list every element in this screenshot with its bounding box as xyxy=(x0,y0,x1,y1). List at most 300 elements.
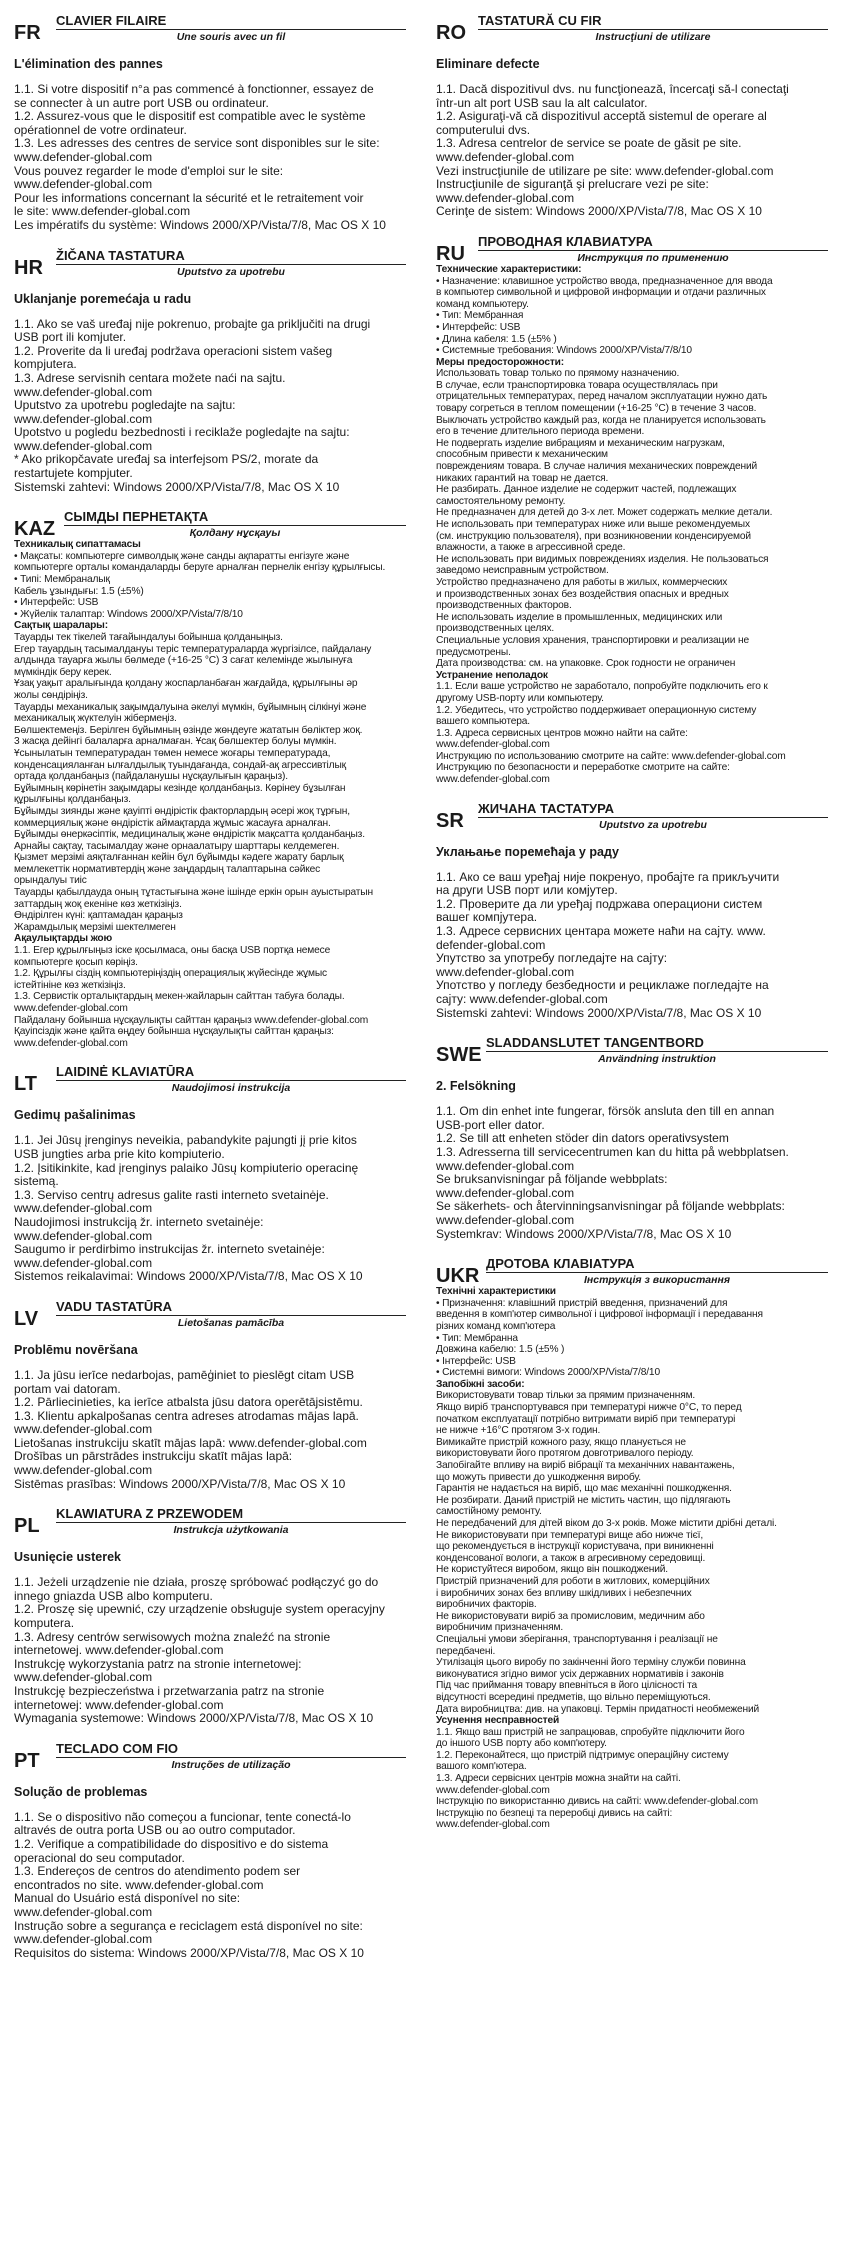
text-line: 1.3. Адреса сервисных центров можно найти на сайте: xyxy=(436,727,688,739)
text-line: Технічні характеристики xyxy=(436,1286,556,1298)
section-header xyxy=(436,1257,828,1286)
text-line: www.defender-global.com xyxy=(14,411,153,426)
text-line: 1.1. Если ваше устройство не заработало, попробуйте подключить его к xyxy=(436,681,768,693)
text-line: www.defender-global.com xyxy=(14,1932,153,1947)
text-line: • Назначение: клавишное устройство ввода, предназначенное для ввода xyxy=(436,275,773,287)
text-line: • Жүйелік талаптар: Windows 2000/XP/Vista/7/8/10 xyxy=(14,608,243,620)
text-line: Бұйымды өнеркәсіптік, медициналық және өндірістік мақсатта қолданбаңыз. xyxy=(14,829,365,841)
text-line: Instrukcję wykorzystania patrz na stronie internetowej: xyxy=(14,1656,302,1671)
text-line: компьютерге орталы командаларды беруге арналған пернелік енгізу құрылғысы. xyxy=(14,562,386,574)
text-line: Дата производства: см. на упаковке. Срок годности не ограничен xyxy=(436,658,736,670)
text-line: на други USB порт или комјутер. xyxy=(436,883,618,898)
text-line: 1.2. Asiguraţi-vă că dispozitivul acceptă sistemul de operare al xyxy=(436,109,767,124)
section-subtitle: Instrucţiuni de utilizare xyxy=(595,31,711,43)
text-line: www.defender-global.com xyxy=(14,177,153,192)
section-body xyxy=(14,539,406,1049)
text-line: и производственных зонах без воздействия опасных и вредных xyxy=(436,588,729,600)
section-hr xyxy=(14,249,406,495)
section-subtitle: Naudojimosi instrukcija xyxy=(171,1082,291,1095)
text-line: що рекомендується в інструкції користувача, при виникненні xyxy=(436,1541,714,1553)
section-subtitle: Uputstvo za upotrebu xyxy=(599,818,707,831)
text-line: www.defender-global.com xyxy=(436,1819,550,1831)
section-header xyxy=(14,1065,406,1094)
text-line: Не користуйтеся виробом, якщо він пошкоджений. xyxy=(436,1564,668,1576)
text-line: Ұсынылатын температурадан төмен немесе жоғары температурада, xyxy=(14,747,331,759)
text-line: USB jungties arba prie kito kompiuterio. xyxy=(14,1146,225,1161)
left-column xyxy=(14,14,406,1976)
text-line: 1.1. Ако се ваш уређај није покренуо, пробајте га прикључити xyxy=(436,869,780,884)
section-title: ЖИЧАНА ТАСТАТУРА xyxy=(478,802,828,818)
text-line: 1.2. Проверите да ли уређај подржава оперaциони систем xyxy=(436,896,763,911)
language-code: HR xyxy=(14,256,43,279)
text-line: 1.2. Se till att enheten stöder din dators operativsystem xyxy=(436,1131,729,1146)
text-line: Запобіжні засоби: xyxy=(436,1378,525,1390)
text-line: передбачені. xyxy=(436,1645,496,1657)
text-line: повреждениям товара. В случае наличия механических повреждений xyxy=(436,461,758,473)
section-title: СЫМДЫ ПЕРНЕТАҚТА xyxy=(64,510,406,526)
section-subtitle: Une souris avec un fil xyxy=(176,31,286,43)
text-line: вашего компьютера. xyxy=(436,716,530,728)
section-sr xyxy=(436,802,828,1021)
text-line: www.defender-global.com xyxy=(14,1670,153,1685)
text-line: самостоятельному ремонту. xyxy=(436,495,566,507)
text-line: altravés de outra porta USB ou ao outro computador. xyxy=(14,1823,296,1838)
section-kaz xyxy=(14,510,406,1049)
text-line: Спеціальні умови зберігання, транспортування і реалізації не xyxy=(436,1633,718,1645)
text-line: 1.1. Om din enhet inte fungerar, försök ansluta den till en annan xyxy=(436,1104,775,1119)
text-line: використовувати його протягом довготривалого періоду. xyxy=(436,1448,694,1460)
section-heading: L'élimination des pannes xyxy=(14,57,163,71)
text-line: Инструкцию по использованию смотрите на сайте: www.defender-global.com xyxy=(436,750,786,762)
text-line: заттардың жоқ екеніне көз жеткізіңіз. xyxy=(14,898,182,910)
text-line: 1.2. Įsitikinkite, kad įrenginys palaiko Jūsų kompiuterio operacinę xyxy=(14,1160,359,1175)
text-line: его в течение длительного периода времени. xyxy=(436,426,645,438)
text-line: виробничим призначенням. xyxy=(436,1622,564,1634)
section-body xyxy=(436,871,828,1021)
text-line: Специальные условия хранения, транспортировки и реализации не xyxy=(436,634,749,646)
text-line: Naudojimosi instrukciją žr. interneto svetainėje: xyxy=(14,1214,264,1229)
text-line: виконуватися згідно вимог усіх державних нормативів і законів xyxy=(436,1668,724,1680)
text-line: Тауарды қабылдауда оның тұтастығына және ішінде еркін орын ауыстыратын xyxy=(14,887,373,899)
text-line: 1.3. Les adresses des centres de service sont disponibles sur le site: xyxy=(14,136,380,151)
text-line: • Длина кабеля: 1.5 (±5% ) xyxy=(436,333,557,345)
text-line: Довжина кабелю: 1.5 (±5% ) xyxy=(436,1344,565,1356)
text-line: • Тип: Мембранна xyxy=(436,1332,518,1344)
text-line: www.defender-global.com xyxy=(14,1037,128,1049)
text-line: 1.3. Klientu apkalpošanas centra adreses atrodamas mājas lapā. xyxy=(14,1408,359,1423)
text-line: www.defender-global.com xyxy=(436,774,550,786)
text-line: internetowej: www.defender-global.com xyxy=(14,1697,224,1712)
section-ukr xyxy=(436,1257,828,1831)
language-code: KAZ xyxy=(14,518,56,541)
text-line: 1.2. Убедитесь, что устройство поддерживает операционную систему xyxy=(436,704,757,716)
text-line: 1.3. Adresy centrów serwisowych można znaleźć na stronie xyxy=(14,1629,331,1644)
section-fr xyxy=(14,14,406,233)
section-title: KLAWIATURA Z PRZEWODEM xyxy=(56,1507,406,1523)
text-line: 1.1. Ja jūsu ierīce nedarbojas, pamēģiniet to pieslēgt citam USB xyxy=(14,1367,355,1382)
text-line: Не використовувати при температурі вище або нижче тієї, xyxy=(436,1529,704,1541)
text-line: істейтініне көз жеткізіңіз. xyxy=(14,979,126,991)
text-line: Instrucţiunile de siguranţă şi prelucrare vezi pe site: xyxy=(436,177,709,192)
section-title: ДРОТОВА КЛАВІАТУРА xyxy=(486,1257,828,1273)
text-line: Не використовувати виріб за промисловим, медичним або xyxy=(436,1610,705,1622)
section-title: VADU TASTATŪRA xyxy=(56,1300,406,1316)
section-header xyxy=(436,1036,828,1065)
text-line: Sistemski zahtevi: Windows 2000/XP/Vista/7/8, Mac OS X 10 xyxy=(14,479,340,494)
section-swe xyxy=(436,1036,828,1241)
section-title: TECLADO COM FIO xyxy=(56,1742,406,1758)
text-line: Утилізація цього виробу по закінченні його терміну служби повинна xyxy=(436,1657,746,1669)
text-line: Пайдалану бойынша нұсқаулықты сайттан қараңыз www.defender-global.com xyxy=(14,1014,369,1026)
text-line: 1.1. Якщо ваш пристрій не запрацював, спробуйте підключити його xyxy=(436,1726,745,1738)
section-title: CLAVIER FILAIRE xyxy=(56,14,406,30)
text-line: www.defender-global.com xyxy=(14,438,153,453)
text-line: Sistēmas prasības: Windows 2000/XP/Vista/7/8, Mac OS X 10 xyxy=(14,1476,346,1491)
section-header xyxy=(436,235,828,264)
text-line: Systemkrav: Windows 2000/XP/Vista/7/8, Mac OS X 10 xyxy=(436,1226,732,1241)
text-line: і виробничих зонах без впливу шкідливих і небезпечних xyxy=(436,1587,692,1599)
text-line: 1.3. Adresa centrelor de service se poate de găsit pe site. xyxy=(436,136,742,151)
text-line: команд компьютеру. xyxy=(436,298,529,310)
section-ro xyxy=(436,14,828,219)
language-code: PT xyxy=(14,1749,40,1772)
text-line: 1.1. Si votre dispositif n°a pas commencé à fonctionner, essayez de xyxy=(14,82,374,96)
section-subtitle: Инструкция по применению xyxy=(577,251,729,264)
text-line: мүмкіндік беру керек. xyxy=(14,666,112,678)
text-line: Дата виробництва: див. на упаковці. Термін придатності необмежений xyxy=(436,1703,760,1715)
text-line: www.defender-global.com xyxy=(436,739,550,751)
text-line: • Системні вимоги: Windows 2000/XP/Vista/7/8/10 xyxy=(436,1367,660,1379)
text-line: 1.1. Ako se vaš uređaj nije pokrenuo, probajte ga priključiti na drugi xyxy=(14,316,371,331)
section-subtitle: Uputstvo za upotrebu xyxy=(177,265,285,278)
section-heading: Gedimų pašalinimas xyxy=(14,1108,136,1123)
section-heading: Eliminare defecte xyxy=(436,57,540,71)
text-line: Устройство предназначено для работы в жилых, коммерческих xyxy=(436,576,728,588)
text-line: производственных целях. xyxy=(436,623,555,635)
text-line: USB-port eller dator. xyxy=(436,1117,545,1132)
text-line: компьютерге қосып көріңіз. xyxy=(14,956,138,968)
text-line: www.defender-global.com xyxy=(14,1003,128,1014)
section-title: ПРОВОДНАЯ КЛАВИАТУРА xyxy=(478,235,828,251)
text-line: 1.2. Verifique a compatibilidade do dispositivo e do sistema xyxy=(14,1836,329,1851)
text-line: Якщо виріб транспортувався при температурі нижче 0°C, то перед xyxy=(436,1402,742,1414)
section-body xyxy=(14,318,406,495)
text-line: способным привести к механическим xyxy=(436,449,608,461)
text-line: Меры предосторожности: xyxy=(436,356,565,368)
text-line: 1.3. Сервистік орталықтардың мекен-жайларын сайттан табуға болады. xyxy=(14,991,345,1003)
language-code: PL xyxy=(14,1515,40,1538)
language-code: LV xyxy=(14,1307,39,1330)
text-line: • Мақсаты: компьютерге символдық және санды ақпаратты енгізуге және xyxy=(14,550,350,562)
text-line: в компьютер символьной и цифровой информации и отдачи различных xyxy=(436,287,766,299)
section-lt xyxy=(14,1065,406,1284)
text-line: сајту: www.defender-global.com xyxy=(436,992,608,1006)
text-line: Выключать устройство каждый раз, когда не планируется использовать xyxy=(436,414,766,426)
text-line: механикалық жүктелуін жібермеңіз. xyxy=(14,713,177,725)
language-code: FR xyxy=(14,22,41,44)
text-line: • Интерфейс: USB xyxy=(14,597,99,609)
section-header xyxy=(436,14,828,43)
text-line: USB port ili komjuter. xyxy=(14,330,127,345)
text-line: никаких гарантий на товар не дается. xyxy=(436,472,609,484)
text-line: Не использовать при видимых повреждениях изделия. Не пользоваться xyxy=(436,553,769,565)
text-line: Не использовать при температурах ниже или выше рекомендуемых xyxy=(436,519,750,530)
section-subtitle: Lietošanas pamācība xyxy=(177,1316,285,1329)
text-line: предусмотрены. xyxy=(436,646,511,658)
section-ru xyxy=(436,235,828,786)
text-line: Ұзақ уақыт аралығында қолдану жоспарланбаған жағдайда, құрылғыны әр xyxy=(14,678,358,690)
section-header xyxy=(436,802,828,831)
text-line: 1.3. Endereços de centros do atendimento podem ser xyxy=(14,1864,301,1879)
text-line: Інструкцію по використанню дивись на сайті: www.defender-global.com xyxy=(436,1796,758,1808)
text-line: Vous pouvez regarder le mode d'emploi sur le site: xyxy=(14,163,284,178)
text-line: Instrução sobre a segurança e reciclagem está disponível no site: xyxy=(14,1918,363,1933)
section-subtitle: Instrukcja użytkowania xyxy=(173,1524,289,1537)
text-line: Pour les informations concernant la sécurité et le retraitement voir xyxy=(14,190,364,205)
text-line: 1.2. Proszę się upewnić, czy urządzenie obsługuje system operacyjny xyxy=(14,1602,385,1617)
text-line: Інструкцію по безпеці та переробці дивись на сайті: xyxy=(436,1807,673,1819)
text-line: operacional do seu computador. xyxy=(14,1850,185,1865)
text-line: 1.3. Адреси сервісних центрів можна знайти на сайті. xyxy=(436,1773,681,1785)
text-line: portam vai datoram. xyxy=(14,1381,121,1396)
section-body xyxy=(14,1369,406,1491)
text-line: товару согреться в теплом помещении (+16-25 °С) в течение 3 часов. xyxy=(436,403,757,415)
text-line: Під час приймання товару впевніться в його цілісності та xyxy=(436,1680,698,1692)
text-line: Upotstvo u pogledu bezbednosti i reciklaže pogledajte na sajtu: xyxy=(14,425,350,440)
section-body xyxy=(14,83,406,233)
text-line: не нижче +16°С протягом 3-х годин. xyxy=(436,1425,601,1437)
section-heading: Usunięcie usterek xyxy=(14,1550,121,1565)
text-line: Lietošanas instrukciju skatīt mājas lapā: www.defender-global.com xyxy=(14,1435,367,1450)
text-line: вашег компјутера. xyxy=(436,910,538,925)
text-line: заведомо неисправным устройством. xyxy=(436,565,609,577)
text-line: într-un alt port USB sau la alt calculator. xyxy=(436,95,648,110)
text-line: kompjutera. xyxy=(14,357,77,372)
section-body xyxy=(436,1286,828,1831)
text-line: Не подвергать изделие вибрациям и механическим нагрузкам, xyxy=(436,437,725,449)
text-line: Drošības un pārstrādes instrukciju skatīt mājas lapā: xyxy=(14,1449,293,1464)
text-line: коммерциялық және өндірістік аймақтарда жұмыс жасауға арналған. xyxy=(14,817,331,829)
text-line: • Призначення: клавішний пристрій введення, призначений для xyxy=(436,1297,728,1309)
text-line: Тауарды механикалық зақымдалуына әкелуі мүмкін, бұйымның сілкінуі және xyxy=(14,701,367,713)
section-body xyxy=(436,1105,828,1241)
section-subtitle: Інструкція з використання xyxy=(583,1274,730,1287)
section-title: SLADDANSLUTET TANGENTBORD xyxy=(486,1036,828,1052)
text-line: • Интерфейс: USB xyxy=(436,321,521,333)
text-line: Uputstvo za upotrebu pogledajte na sajtu: xyxy=(14,398,236,413)
section-pl xyxy=(14,1507,406,1726)
text-line: Техникалық сипаттамасы xyxy=(14,539,141,551)
section-subtitle: Қолдану нұсқауы xyxy=(189,527,281,540)
text-line: 1.2. Құрылғы сіздің компьютеріңіздің операциялық жүйесінде жұмыс xyxy=(14,968,327,980)
section-title: LAIDINĖ KLAVIATŪRA xyxy=(56,1065,406,1081)
section-title: ŽIČANA TASTATURA xyxy=(56,249,406,265)
text-line: www.defender-global.com xyxy=(14,1463,153,1478)
text-line: internetowej. www.defender-global.com xyxy=(14,1643,224,1658)
section-lv xyxy=(14,1300,406,1491)
text-line: 3 жасқа дейінгі балаларға арналмаған. Ұсақ бөлшектер болуы мүмкін. xyxy=(14,736,337,748)
section-header xyxy=(14,1300,406,1329)
text-line: введення в комп'ютер символьної і цифрової інформації і передавання xyxy=(436,1309,763,1321)
section-body xyxy=(14,1134,406,1284)
text-line: www.defender-global.com xyxy=(14,1201,153,1216)
text-line: Бұйымның көрінетін зақымдары кезінде қолданбаңыз. Көрінеу бұзылған xyxy=(14,782,346,794)
text-line: Se säkerhets- och återvinningsanvisningar på följande webbplats: xyxy=(436,1199,785,1214)
text-line: Вимикайте пристрій кожного разу, якщо плануєтьcя не xyxy=(436,1436,686,1448)
text-line: Упутство за употребу погледајте на сајту: xyxy=(436,951,668,966)
text-line: 1.3. Adresserna till servicecentrumen kan du hitta på webbplatsen. xyxy=(436,1144,789,1159)
section-heading: Уклањање поремећаја у раду xyxy=(436,844,619,859)
text-line: Saugumo ir perdirbimo instrukcijas žr. interneto svetainėje: xyxy=(14,1242,325,1257)
section-body xyxy=(436,264,828,786)
text-line: • Інтерфейс: USB xyxy=(436,1355,516,1367)
text-line: другому USB-порту или компьютеру. xyxy=(436,692,604,704)
section-body xyxy=(14,1811,406,1961)
text-line: www.defender-global.com xyxy=(436,190,575,205)
text-line: Не использовать изделие в промышленных, медицинских или xyxy=(436,611,723,623)
text-line: виробничих факторів. xyxy=(436,1599,537,1611)
text-line: Тауарды тек тікелей тағайындалуы бойынша қолданыңыз. xyxy=(14,632,283,643)
text-line: defender-global.com xyxy=(436,937,546,952)
text-line: 1.3. Адресе сервисних центара можете наћи на сајту. www. xyxy=(436,924,766,939)
text-line: мемлекеттік нормативтердің және заңдардың талаптарына сәйкес xyxy=(14,863,321,875)
text-line: 1.2. Assurez-vous que le dispositif est compatible avec le système xyxy=(14,109,366,124)
text-line: www.defender-global.com xyxy=(14,1904,153,1919)
language-code: RO xyxy=(436,22,466,44)
text-line: www.defender-global.com xyxy=(436,1784,550,1796)
text-line: початком експлуатації потрібно витримати виріб при температурі xyxy=(436,1413,736,1425)
text-line: Жарамдылық мерзімі шектелмеген xyxy=(14,921,176,933)
text-line: le site: www.defender-global.com xyxy=(14,204,191,219)
text-line: самостійному ремонту. xyxy=(436,1506,542,1518)
text-line: 1.1. Jei Jūsų įrenginys neveikia, pabandykite pajungti jį prie kitos xyxy=(14,1133,357,1148)
text-line: Өндірілген күні: қаптамадан қараңыз xyxy=(14,910,183,922)
text-line: www.defender-global.com xyxy=(436,1185,575,1200)
text-line: www.defender-global.com xyxy=(436,1158,575,1173)
text-line: Қауіпсіздік және қайта өңдеу бойынша нұсқаулықты сайттан қараңыз: xyxy=(14,1026,334,1038)
text-line: komputera. xyxy=(14,1616,75,1631)
text-line: Sistemski zahtevi: Windows 2000/XP/Vista/7/8, Mac OS X 10 xyxy=(436,1005,762,1020)
section-pt xyxy=(14,1742,406,1961)
text-line: 1.1. Jeżeli urządzenie nie działa, proszę spróbować podłączyć go do xyxy=(14,1575,379,1590)
text-line: 1.2. Pārliecinieties, ka ierīce atbalsta jūsu datora operētājsistēmu. xyxy=(14,1395,363,1410)
text-line: 1.1. Dacă dispozitivul dvs. nu funcţionează, încercaţi să-l conectaţi xyxy=(436,82,789,96)
text-line: Арнайы сақтау, тасымалдау және орнаалатыру шарттары келдемеген. xyxy=(14,840,340,852)
text-line: влажности, а также в агрессивной среде. xyxy=(436,542,626,554)
section-heading: Problēmu novēršana xyxy=(14,1342,138,1357)
section-subtitle: Användning instruktion xyxy=(598,1053,716,1066)
text-line: Wymagania systemowe: Windows 2000/XP/Vista/7/8, Mac OS X 10 xyxy=(14,1711,374,1726)
text-line: 1.3. Serviso centrų adresus galite rasti interneto svetainėje. xyxy=(14,1187,329,1202)
section-header xyxy=(14,510,406,539)
text-line: Устранение неполадок xyxy=(436,669,548,681)
text-line: www.defender-global.com xyxy=(14,149,153,164)
text-line: www.defender-global.com xyxy=(14,384,153,399)
text-line: Пристрій призначений для роботи в житлових, комерційних xyxy=(436,1575,710,1587)
text-line: алдында тауарға жылы бөлмеде (+16-25 °С) 3 сағат келемінде жылынуға xyxy=(14,655,353,667)
text-line: Кабель ұзындығы: 1.5 (±5%) xyxy=(14,585,144,597)
text-line: • Системные требования: Windows 2000/XP/Vista/7/8/10 xyxy=(436,345,692,357)
text-line: encontrados no site. www.defender-global.com xyxy=(14,1877,264,1892)
text-line: Не предназначен для детей до 3-х лет. Может содержать мелкие детали. xyxy=(436,507,773,519)
text-line: Употство у погледу безбедности и рециклаже погледајте на xyxy=(436,978,769,993)
text-line: орындалуы тиіс xyxy=(14,875,87,887)
text-line: Instrukcję bezpieczeństwa i przetwarzania patrz na stronie xyxy=(14,1684,325,1698)
text-line: конденсованої вологи, а також в агресивному середовищі. xyxy=(436,1552,706,1564)
text-line: innego gniazda USB albo komputeru. xyxy=(14,1588,213,1603)
text-line: отрицательных температурах, перед началом эксплуатации нужно дать xyxy=(436,391,768,403)
text-line: se connecter à un autre port USB ou ordinateur. xyxy=(14,95,269,110)
section-body xyxy=(436,83,828,219)
text-line: Manual do Usuário está disponível no site: xyxy=(14,1891,241,1906)
text-line: производственных факторов. xyxy=(436,600,572,612)
section-header xyxy=(14,1507,406,1536)
text-line: Sistemos reikalavimai: Windows 2000/XP/Vista/7/8, Mac OS X 10 xyxy=(14,1269,363,1284)
section-body xyxy=(14,1576,406,1726)
text-line: жолы сөндіріңіз. xyxy=(14,689,88,701)
section-header xyxy=(14,14,406,43)
text-line: 1.1. Se o dispositivo não começou a funcionar, tente conectá-lo xyxy=(14,1809,351,1824)
text-line: Усунення несправностей xyxy=(436,1715,560,1727)
text-line: 1.3. Adrese servisnih centara možete naći na sajtu. xyxy=(14,370,286,385)
text-line: www.defender-global.com xyxy=(14,1255,153,1270)
section-subtitle: Instruções de utilização xyxy=(171,1758,291,1771)
text-line: www.defender-global.com xyxy=(436,964,575,979)
language-code: UKR xyxy=(436,1265,480,1288)
section-header xyxy=(14,1742,406,1771)
text-line: restartujete kompjuter. xyxy=(14,466,133,481)
text-line: (см. инструкцию пользователя), при возникновении конденсируемой xyxy=(436,530,751,542)
text-line: Les impératifs du système: Windows 2000/XP/Vista/7/8, Mac OS X 10 xyxy=(14,217,386,232)
text-line: 1.1. Егер құрылғыңыз іске қосылмаса, оны басқа USB портқа немесе xyxy=(14,945,331,957)
text-line: • Типі: Мембраналық xyxy=(14,574,110,586)
section-heading: 2. Felsökning xyxy=(436,1079,516,1094)
text-line: Cerinţe de sistem: Windows 2000/XP/Vista/7/8, Mac OS X 10 xyxy=(436,204,762,219)
text-line: Не разбирать. Данное изделие не содержит частей, подлежащих xyxy=(436,484,737,496)
language-code: RU xyxy=(436,242,465,265)
text-line: що можуть привести до ушкодження виробу. xyxy=(436,1471,641,1483)
language-code: LT xyxy=(14,1073,37,1096)
text-line: Технические характеристики: xyxy=(436,263,582,275)
language-code: SR xyxy=(436,809,464,832)
right-column xyxy=(436,14,828,1847)
text-line: Сақтық шаралары: xyxy=(14,620,108,632)
text-line: Не розбирати. Даний пристрій не містить частин, що підлягають xyxy=(436,1494,731,1506)
text-line: Ақаулықтарды жою xyxy=(14,933,113,945)
text-line: Використовувати товар тільки за прямим призначенням. xyxy=(436,1390,696,1402)
text-line: www.defender-global.com xyxy=(14,1422,153,1437)
text-line: www.defender-global.com xyxy=(436,1212,575,1227)
text-line: відсутності всередині предметів, що вільно переміщуються. xyxy=(436,1691,711,1703)
language-code: SWE xyxy=(436,1044,482,1067)
text-line: • Тип: Мембранная xyxy=(436,310,524,322)
text-line: opérationnel de votre ordinateur. xyxy=(14,122,187,137)
text-line: * Ako prikopčavate uređaj sa interfejsom PS/2, morate da xyxy=(14,452,319,467)
text-line: вашого комп'ютера. xyxy=(436,1761,527,1773)
text-line: www.defender-global.com xyxy=(436,149,575,164)
text-line: до іншого USB порту або комп'ютеру. xyxy=(436,1738,607,1750)
text-line: Бұйымды зиянды және қауіпті өндірістік факторлардың әсері жоқ тұрғын, xyxy=(14,805,350,817)
text-line: Гарантія не надається на виріб, що має механічні пошкодження. xyxy=(436,1483,732,1495)
text-line: 1.2. Proverite da li uređaj podržava operacioni sistem vašeg xyxy=(14,343,333,358)
text-line: құрылғыны қолданбаңыз. xyxy=(14,794,131,806)
text-line: В случае, если транспортировка товара осуществлялась при xyxy=(436,379,718,391)
text-line: sistemą. xyxy=(14,1174,59,1189)
text-line: Бөлшектемеңіз. Берілген бұйымның өзінде жөндеуге жататын бөліктер жоқ. xyxy=(14,724,363,736)
section-header xyxy=(14,249,406,278)
section-heading: Uklanjanje poremećaja u radu xyxy=(14,291,192,306)
text-line: Не передбачений для дітей віком до 3-х років. Може містити дрібні деталі. xyxy=(436,1518,777,1529)
